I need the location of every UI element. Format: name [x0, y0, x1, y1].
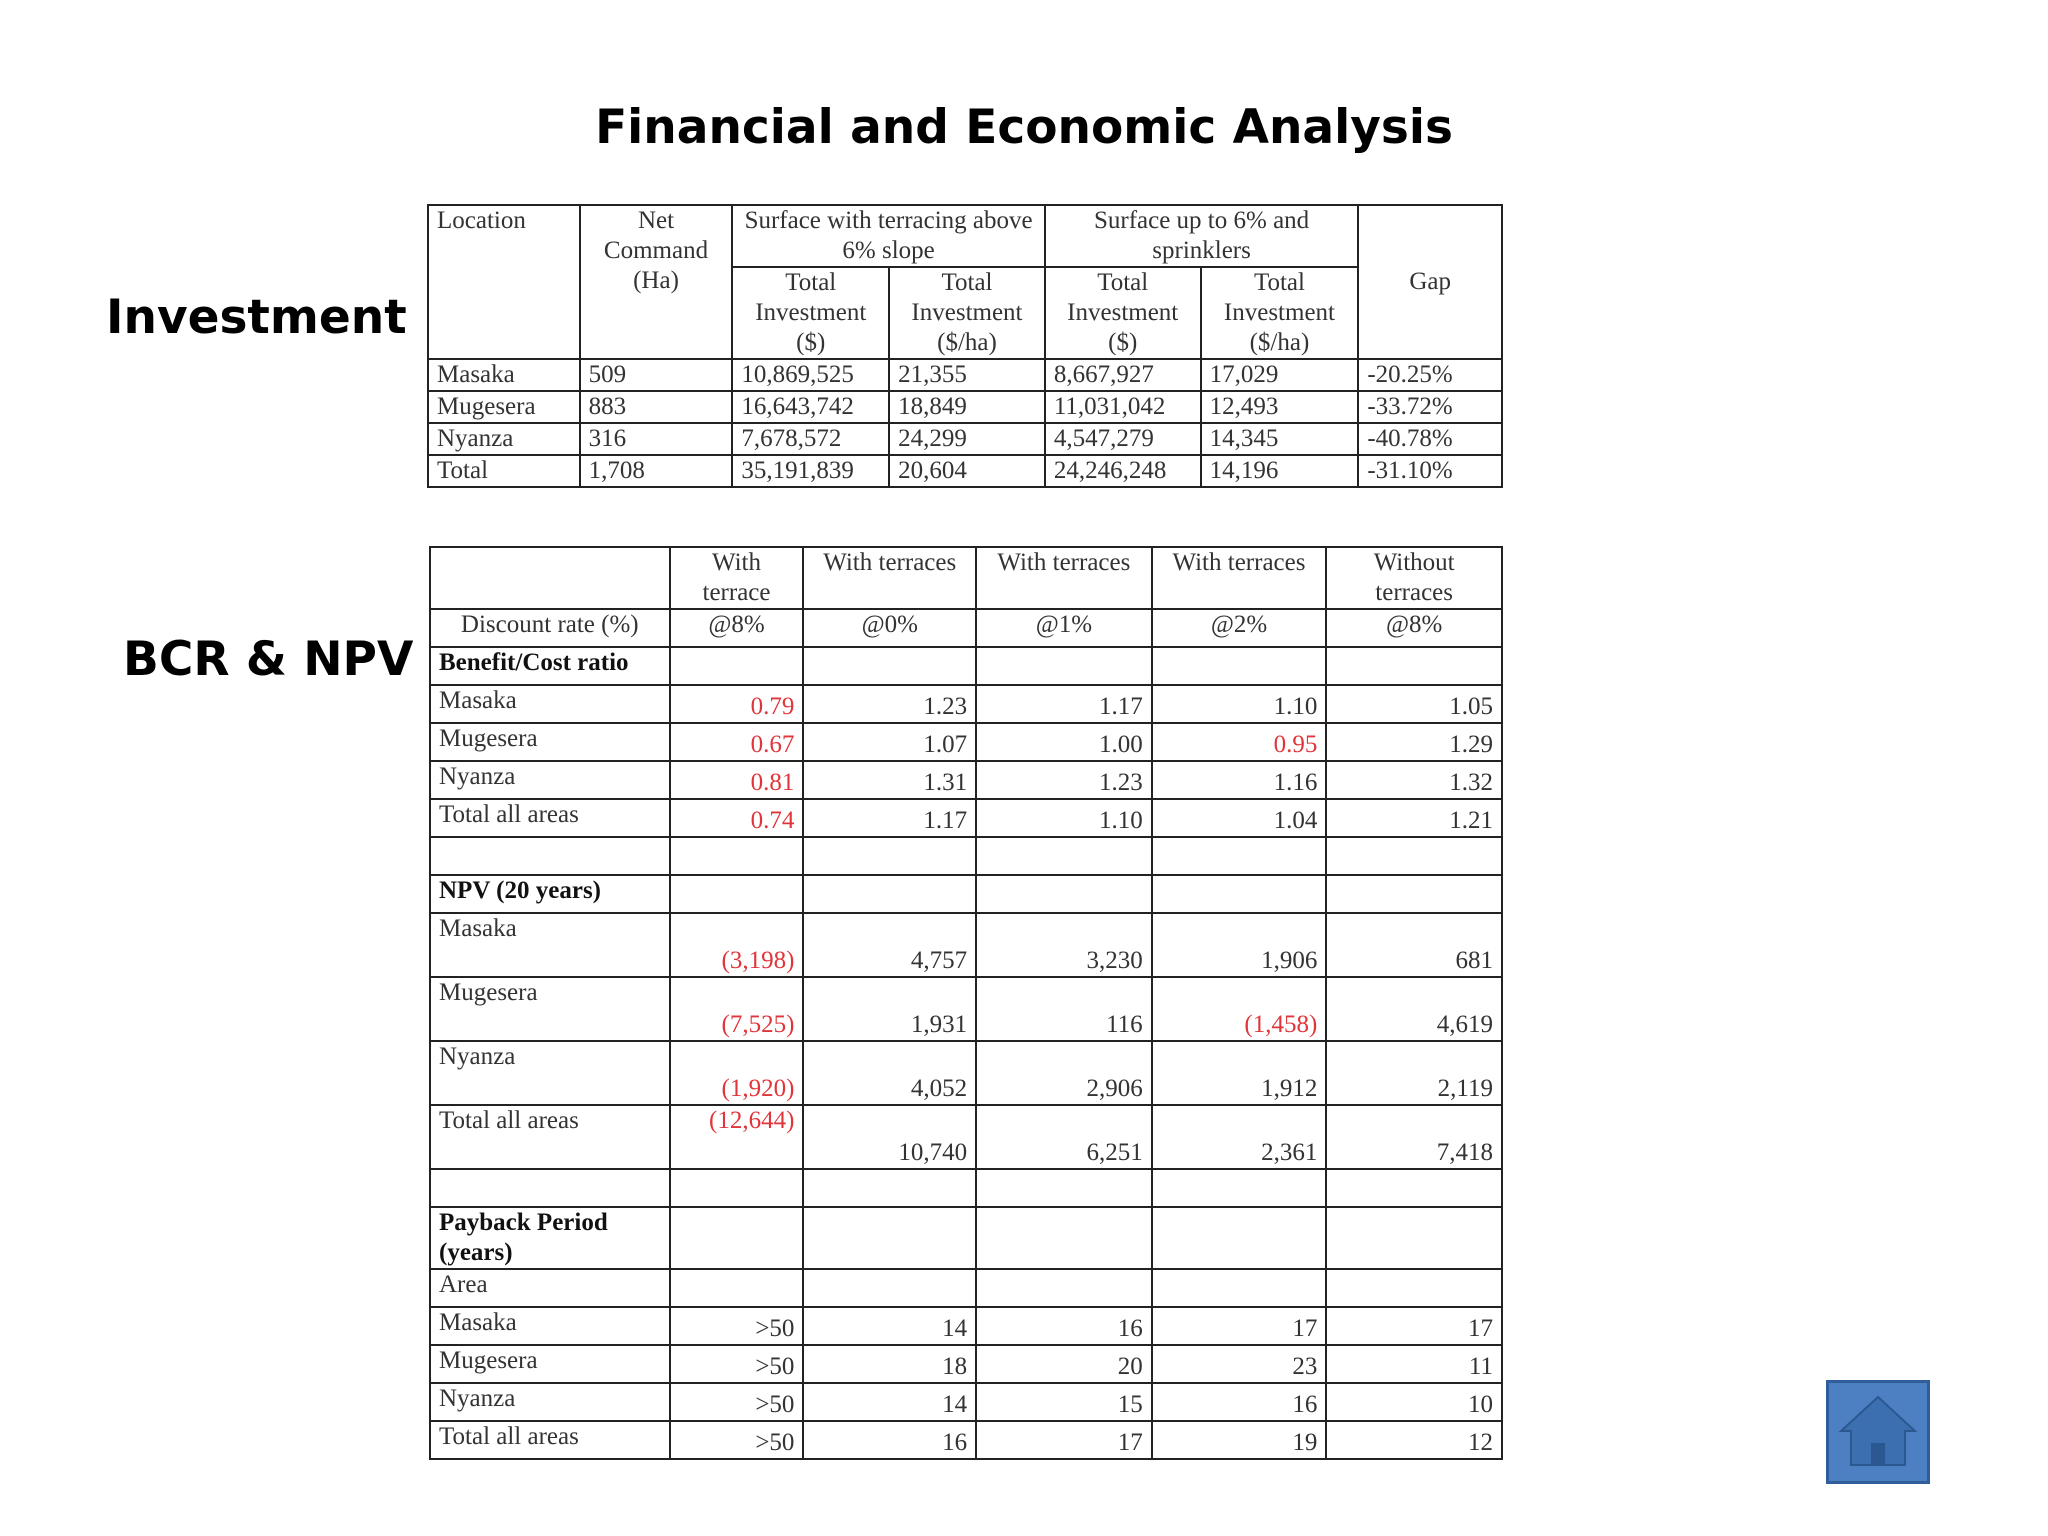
value-cell: (12,644)	[670, 1105, 804, 1169]
value-cell: 1.17	[803, 799, 976, 837]
value-cell: 4,757	[803, 913, 976, 977]
header-location: Location	[428, 205, 580, 359]
sprinkler-per-ha-cell: 17,029	[1201, 359, 1359, 391]
area-cell: Total all areas	[430, 799, 670, 837]
value-cell: 19	[1152, 1421, 1327, 1459]
value-cell: 1.10	[976, 799, 1152, 837]
sprinkler-total-cell: 8,667,927	[1045, 359, 1201, 391]
table-row	[428, 455, 1502, 487]
value-cell: 4,052	[803, 1041, 976, 1105]
value-cell: 16	[803, 1421, 976, 1459]
column-header: With terraces	[1152, 547, 1327, 609]
value-cell: 116	[976, 977, 1152, 1041]
value-cell: 10,740	[803, 1105, 976, 1169]
area-cell: Nyanza	[430, 761, 670, 799]
column-header: With terraces	[976, 547, 1152, 609]
value-cell: 1.00	[976, 723, 1152, 761]
table-row	[430, 1345, 1502, 1383]
value-cell: 1.23	[803, 685, 976, 723]
area-cell: Mugesera	[430, 1345, 670, 1383]
value-cell: 6,251	[976, 1105, 1152, 1169]
terracing-per-ha-cell: 18,849	[889, 391, 1045, 423]
header-terracing-total: Total Investment ($)	[732, 267, 889, 359]
investment-table	[427, 204, 1503, 488]
net-command-cell: 509	[580, 359, 733, 391]
value-cell: 2,119	[1326, 1041, 1502, 1105]
area-cell: Mugesera	[430, 977, 670, 1041]
table-row	[428, 423, 1502, 455]
header-gap: Gap	[1358, 205, 1502, 359]
gap-cell: -20.25%	[1358, 359, 1502, 391]
table-row	[430, 977, 1502, 1041]
net-command-cell: 1,708	[580, 455, 733, 487]
terracing-total-cell: 16,643,742	[732, 391, 889, 423]
value-cell: >50	[670, 1383, 804, 1421]
table-row	[428, 359, 1502, 391]
table-row	[430, 1041, 1502, 1105]
value-cell: (1,920)	[670, 1041, 804, 1105]
sprinkler-total-cell: 24,246,248	[1045, 455, 1201, 487]
table-row	[430, 761, 1502, 799]
value-cell: 1.05	[1326, 685, 1502, 723]
sprinkler-per-ha-cell: 14,345	[1201, 423, 1359, 455]
sprinkler-total-cell: 4,547,279	[1045, 423, 1201, 455]
value-cell: 18	[803, 1345, 976, 1383]
terracing-per-ha-cell: 20,604	[889, 455, 1045, 487]
table-row	[430, 685, 1502, 723]
area-cell: Masaka	[430, 685, 670, 723]
value-cell: 1,931	[803, 977, 976, 1041]
value-cell: 1.04	[1152, 799, 1327, 837]
value-cell: 4,619	[1326, 977, 1502, 1041]
gap-cell: -31.10%	[1358, 455, 1502, 487]
value-cell: 14	[803, 1307, 976, 1345]
header-terracing-per-ha: Total Investment ($/ha)	[889, 267, 1045, 359]
value-cell: >50	[670, 1307, 804, 1345]
value-cell: 16	[976, 1307, 1152, 1345]
value-cell: 1.10	[1152, 685, 1327, 723]
discount-rate-cell: @2%	[1152, 609, 1327, 647]
column-header: Without terraces	[1326, 547, 1502, 609]
location-cell: Masaka	[428, 359, 580, 391]
terracing-per-ha-cell: 24,299	[889, 423, 1045, 455]
value-cell: 23	[1152, 1345, 1327, 1383]
value-cell: 1,912	[1152, 1041, 1327, 1105]
discount-rate-cell: @0%	[803, 609, 976, 647]
investment-label: Investment	[106, 290, 407, 345]
value-cell: 1.07	[803, 723, 976, 761]
value-cell: 0.79	[670, 685, 804, 723]
bcr-section-header: Benefit/Cost ratio	[430, 647, 670, 685]
value-cell: 1.21	[1326, 799, 1502, 837]
table-row	[430, 1383, 1502, 1421]
value-cell: 12	[1326, 1421, 1502, 1459]
payback-section-header: Payback Period (years)	[430, 1207, 670, 1269]
value-cell: 20	[976, 1345, 1152, 1383]
discount-rate-cell: @8%	[670, 609, 804, 647]
value-cell: 10	[1326, 1383, 1502, 1421]
area-cell: Nyanza	[430, 1041, 670, 1105]
gap-cell: -33.72%	[1358, 391, 1502, 423]
value-cell: 1.23	[976, 761, 1152, 799]
value-cell: 15	[976, 1383, 1152, 1421]
value-cell: 3,230	[976, 913, 1152, 977]
header-net-command: Net Command (Ha)	[580, 205, 733, 359]
table-row	[430, 913, 1502, 977]
discount-rate-label: Discount rate (%)	[430, 609, 670, 647]
value-cell: (3,198)	[670, 913, 804, 977]
value-cell: 14	[803, 1383, 976, 1421]
value-cell: 2,906	[976, 1041, 1152, 1105]
value-cell: 11	[1326, 1345, 1502, 1383]
page-title: Financial and Economic Analysis	[595, 100, 1453, 155]
area-cell: Masaka	[430, 1307, 670, 1345]
value-cell: 16	[1152, 1383, 1327, 1421]
value-cell: 0.95	[1152, 723, 1327, 761]
value-cell: (7,525)	[670, 977, 804, 1041]
value-cell: 17	[976, 1421, 1152, 1459]
table-row	[430, 799, 1502, 837]
table-row	[430, 1105, 1502, 1169]
value-cell: 0.81	[670, 761, 804, 799]
value-cell: 0.74	[670, 799, 804, 837]
header-sprinkler-group: Surface up to 6% and sprinklers	[1045, 205, 1358, 267]
table-row	[428, 391, 1502, 423]
table-row	[430, 723, 1502, 761]
value-cell: (1,458)	[1152, 977, 1327, 1041]
value-cell: 7,418	[1326, 1105, 1502, 1169]
header-sprinkler-per-ha: Total Investment ($/ha)	[1201, 267, 1359, 359]
location-cell: Mugesera	[428, 391, 580, 423]
value-cell: 1,906	[1152, 913, 1327, 977]
value-cell: 0.67	[670, 723, 804, 761]
column-header: With terraces	[803, 547, 976, 609]
discount-rate-cell: @8%	[1326, 609, 1502, 647]
table-row	[430, 1307, 1502, 1345]
area-cell: Total all areas	[430, 1421, 670, 1459]
value-cell: 681	[1326, 913, 1502, 977]
terracing-per-ha-cell: 21,355	[889, 359, 1045, 391]
area-label: Area	[430, 1269, 670, 1307]
value-cell: >50	[670, 1421, 804, 1459]
bcr-npv-label: BCR & NPV	[123, 632, 414, 687]
terracing-total-cell: 10,869,525	[732, 359, 889, 391]
value-cell: 2,361	[1152, 1105, 1327, 1169]
value-cell: 1.29	[1326, 723, 1502, 761]
location-cell: Nyanza	[428, 423, 580, 455]
header-terracing-group: Surface with terracing above 6% slope	[732, 205, 1044, 267]
terracing-total-cell: 7,678,572	[732, 423, 889, 455]
value-cell: 1.32	[1326, 761, 1502, 799]
header-sprinkler-total: Total Investment ($)	[1045, 267, 1201, 359]
terracing-total-cell: 35,191,839	[732, 455, 889, 487]
value-cell: 1.17	[976, 685, 1152, 723]
home-button[interactable]	[1826, 1380, 1930, 1484]
area-cell: Total all areas	[430, 1105, 670, 1169]
area-cell: Masaka	[430, 913, 670, 977]
bcr-npv-table	[429, 546, 1503, 1460]
net-command-cell: 883	[580, 391, 733, 423]
table-row	[430, 1421, 1502, 1459]
home-icon	[1829, 1383, 1927, 1481]
value-cell: 1.31	[803, 761, 976, 799]
npv-section-header: NPV (20 years)	[430, 875, 670, 913]
sprinkler-per-ha-cell: 12,493	[1201, 391, 1359, 423]
value-cell: 17	[1326, 1307, 1502, 1345]
sprinkler-total-cell: 11,031,042	[1045, 391, 1201, 423]
net-command-cell: 316	[580, 423, 733, 455]
location-cell: Total	[428, 455, 580, 487]
value-cell: >50	[670, 1345, 804, 1383]
discount-rate-cell: @1%	[976, 609, 1152, 647]
value-cell: 1.16	[1152, 761, 1327, 799]
column-header: With terrace	[670, 547, 804, 609]
value-cell: 17	[1152, 1307, 1327, 1345]
gap-cell: -40.78%	[1358, 423, 1502, 455]
sprinkler-per-ha-cell: 14,196	[1201, 455, 1359, 487]
area-cell: Mugesera	[430, 723, 670, 761]
area-cell: Nyanza	[430, 1383, 670, 1421]
